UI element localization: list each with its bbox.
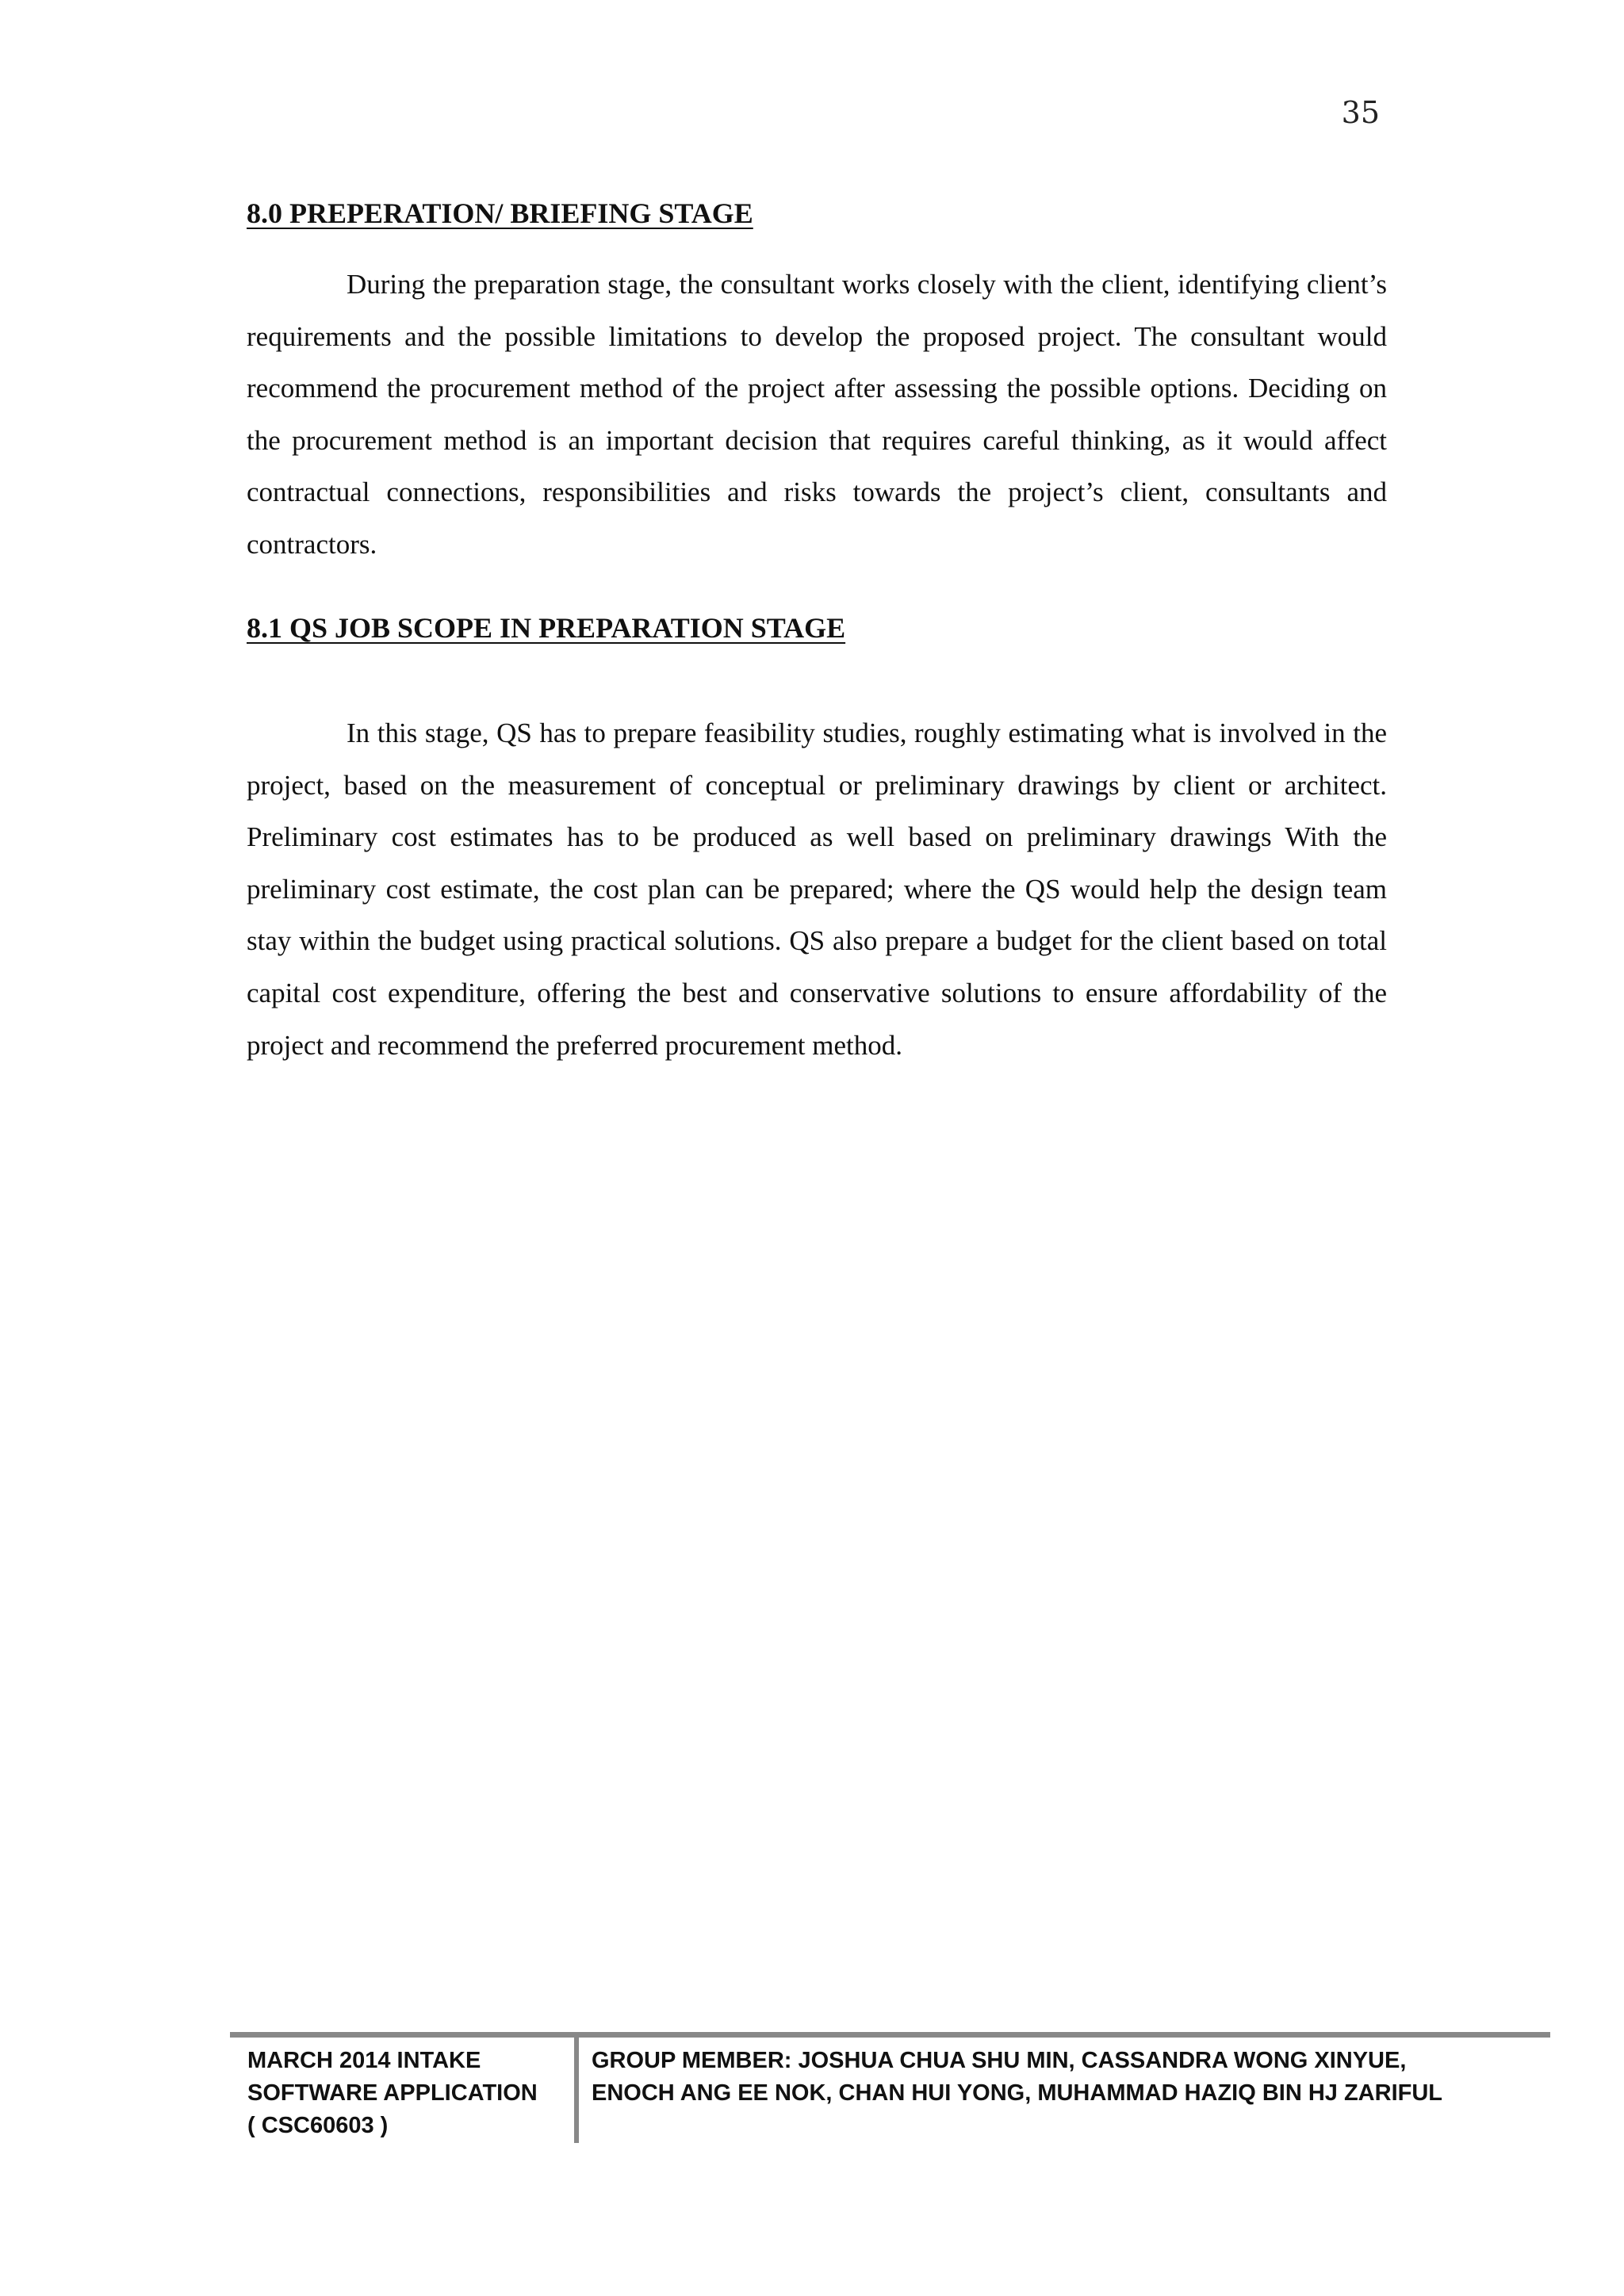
page-number: 35 <box>1341 95 1380 130</box>
section-paragraph-qs-job-scope: In this stage, QS has to prepare feasibility studies, roughly estimating what is involved in the project, based on the measurement of conceptual or preliminary drawings by client or architect. Preliminary cost estimates has to be produced as well based on preliminary drawings With the preliminary cost estimate, the cost plan can be prepared; where the QS would help the design team stay within the budget using practical solutions. QS also prepare a budget for the client based on total capital cost expenditure, offering the best and conservative solutions to ensure affordability of the project and recommend the preferred procurement method. <box>247 718 1387 1061</box>
section-heading-preparation-stage: 8.0 PREPERATION/ BRIEFING STAGE <box>247 197 753 229</box>
footer-intake: MARCH 2014 INTAKE <box>247 2048 481 2073</box>
footer-members-line-1: GROUP MEMBER: JOSHUA CHUA SHU MIN, CASSANDRA WONG XINYUE, <box>592 2048 1407 2073</box>
footer-rule <box>230 2032 1550 2038</box>
footer-group-members <box>592 2045 1442 2110</box>
footer-divider <box>574 2038 579 2143</box>
section-heading-qs-job-scope: 8.1 QS JOB SCOPE IN PREPARATION STAGE <box>247 612 846 644</box>
footer-course-info <box>247 2045 538 2142</box>
page-footer <box>230 2032 1550 2143</box>
footer-members-line-2: ENOCH ANG EE NOK, CHAN HUI YONG, MUHAMMAD HAZIQ BIN HJ ZARIFUL <box>592 2080 1442 2106</box>
footer-course-code: ( CSC60603 ) <box>247 2113 389 2138</box>
section-paragraph-preparation-stage: During the preparation stage, the consultant works closely with the client, identifying client’s requirements and the possible limitations to develop the proposed project. The consultant would recommend the procurement method of the project after assessing the possible options. Deciding on the procurement method is an important decision that requires careful thinking, as it would affect contractual connections, responsibilities and risks towards the project’s client, consultants and contractors. <box>247 269 1387 560</box>
footer-subject: SOFTWARE APPLICATION <box>247 2080 538 2106</box>
